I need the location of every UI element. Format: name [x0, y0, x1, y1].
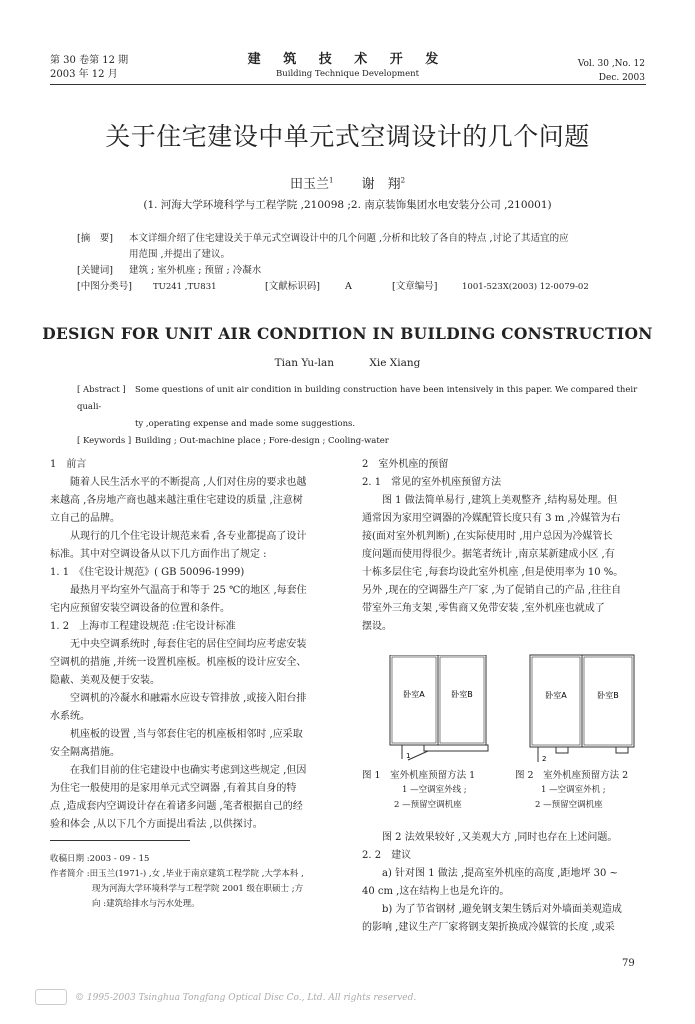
- section-heading: 2 室外机座的预留: [362, 459, 449, 470]
- right-column: [362, 456, 647, 636]
- header-rule: [50, 84, 646, 85]
- doc-code-label: [文献标识码]: [265, 281, 320, 292]
- figure-2-room-a: [532, 657, 580, 745]
- keywords-en: Building ; Out-machine place ; Fore-design ; Cooling-water: [135, 436, 389, 446]
- paragraph: 标准。其中对空调设备从以下几方面作出了规定 :: [50, 549, 267, 560]
- figure-1-room-b: [440, 657, 484, 743]
- paragraph: 图 2 法效果较好 ,又美观大方 ,同时也存在上述问题。: [382, 832, 618, 843]
- classification: TU241 ,TU831: [153, 282, 217, 292]
- abstract-en-label: [ Abstract ]: [77, 385, 126, 395]
- abstract-text-cont: 用范围 ,并提出了建议。: [129, 249, 231, 260]
- abstract-cn: [77, 231, 647, 295]
- author-1: 田玉兰$^1$: [289, 176, 334, 192]
- subsection-heading: 2. 2 建议: [362, 850, 412, 861]
- figure-2-room-b-label: 卧室B: [597, 691, 619, 700]
- figure-1-legend-2: 2 —预留空调机座: [394, 800, 462, 810]
- paragraph: 在我们目前的住宅建设中也确实考虑到这些规定 ,但因: [70, 765, 307, 776]
- keywords-en-label: [ Keywords ]: [77, 436, 132, 446]
- authors: [0, 173, 695, 192]
- figure-1-diagram: [372, 655, 502, 765]
- paragraph: 的影响 ,建议生产厂家将钢支架折换成冷媒管的长度 ,或采: [362, 922, 615, 933]
- abstract-en: [77, 382, 647, 450]
- figure-2-legend-2: 2 —预留空调机座: [535, 800, 603, 810]
- issue-volume-en: Vol. 30 ,No. 12: [577, 59, 645, 69]
- figure-2-diagram: [520, 652, 650, 765]
- abstract-text: 本文详细介绍了住宅建设关于单元式空调设计中的几个问题 ,分析和比较了各自的特点 ,讨论了其适宜的应: [129, 233, 569, 244]
- figure-2-caption: [515, 768, 655, 813]
- affiliation: (1. 河海大学环境科学与工程学院 ,210098 ;2. 南京装饰集团水电安装分公司 ,210001): [143, 199, 552, 211]
- figure-2-label-2: 2: [542, 755, 547, 763]
- paragraph: 从现行的几个住宅设计规范来看 ,各专业都提高了设计: [70, 531, 307, 542]
- abstract-en-text-cont: ty ,operating expense and made some suggestions.: [135, 419, 356, 429]
- paragraph: 隐蔽、美观及便于安装。: [50, 675, 160, 686]
- paragraph: 机座板的设置 ,当与邻套住宅的机座板相邻时 ,应采取: [70, 729, 303, 740]
- figure-1-room-a: [392, 657, 436, 743]
- figure-2-legend-1: 1 —空调室外机 ;: [541, 785, 606, 795]
- paragraph: 通常因为家用空调器的冷媒配管长度只有 3 m ,冷媒管为右: [362, 513, 621, 524]
- subsection-heading: 1. 1 《住宅设计规范》( GB 50096-1999): [50, 567, 245, 578]
- paper-title: 关于住宅建设中单元式空调设计的几个问题: [105, 122, 590, 151]
- paragraph: 来越高 ,各房地产商也越来越注重住宅建设的质量 ,注意树: [50, 495, 303, 506]
- logo-icon: [35, 989, 67, 1005]
- paragraph: 最热月平均室外气温高于和等于 25 ℃的地区 ,每套住: [70, 585, 307, 596]
- received-date: 收稿日期 :2003 - 09 - 15: [50, 854, 150, 864]
- figure-1-legend-1: 1 —空调室外线 ;: [402, 785, 467, 795]
- author-2: 谢 翔$^2$: [361, 176, 406, 192]
- english-author-2: Xie Xiang: [369, 357, 421, 369]
- doc-code: A: [345, 281, 352, 292]
- subsection-heading: 1. 2 上海市工程建设规范 :住宅设计标准: [50, 621, 236, 632]
- journal-title-en: Building Technique Development: [276, 69, 419, 79]
- article-no-label: [文章编号]: [392, 281, 438, 292]
- paragraph: 随着人民生活水平的不断提高 ,人们对住房的要求也越: [70, 477, 307, 488]
- author-bio-cont: 向 :建筑给排水与污水处理。: [92, 899, 200, 909]
- paragraph: 十栋多层住宅 ,每套均设此室外机座 ,但是使用率为 10 %。: [362, 567, 624, 578]
- journal-title-cn: 建 筑 技 术 开 发: [247, 52, 448, 67]
- paragraph: 图 1 做法简单易行 ,建筑上美观整齐 ,结构易处理。但: [382, 495, 618, 506]
- author-bio: 作者简介 :田玉兰(1971-) ,女 ,毕业于南京建筑工程学院 ,大学本科 ,: [50, 869, 304, 879]
- figure-2-title: 图 2 室外机座预留方法 2: [515, 770, 629, 781]
- paragraph: 验和体会 ,从以下几个方面提出看法 ,以供探讨。: [50, 819, 263, 830]
- paragraph: 带室外三角支架 ,零售商又免带安装 ,室外机座也就成了: [362, 603, 605, 614]
- author-bio-cont: 现为河海大学环境科学与工程学院 2001 级在职硕士 ;方: [92, 884, 304, 894]
- abstract-en-text: Some questions of unit air condition in building construction have been intensively in this paper. We compared their quali-: [77, 385, 638, 412]
- figure-2-room-b: [584, 657, 632, 745]
- issue-date-en: Dec. 2003: [598, 73, 645, 83]
- paragraph: 立自己的品牌。: [50, 513, 120, 524]
- paragraph: 宅内应预留安装空调设备的位置和条件。: [50, 603, 230, 614]
- paragraph: 无中央空调系统时 ,每套住宅的居住空间均应考虑安装: [70, 639, 307, 650]
- copyright: © 1995-2003 Tsinghua Tongfang Optical Disc Co., Ltd. All rights reserved.: [75, 993, 417, 1003]
- figure-1-machine-seat: [424, 745, 488, 751]
- abstract-label: [摘 要]: [77, 233, 113, 244]
- paragraph: a) 针对图 1 做法 ,提高室外机座的高度 ,距地坪 30 ~: [382, 868, 618, 879]
- english-authors: [0, 357, 695, 369]
- issue-volume: 第 30 卷第 12 期: [50, 55, 129, 66]
- right-column-cont: [362, 829, 647, 937]
- keywords-label: [关键词]: [77, 265, 113, 276]
- paragraph: 40 cm ,这在结构上也是允许的。: [362, 886, 510, 897]
- paragraph: 点 ,造成套内空调设计存在着诸多问题 ,笔者根据自己的经: [50, 801, 303, 812]
- figure-1-title: 图 1 室外机座预留方法 1: [362, 770, 476, 781]
- issue-date: 2003 年 12 月: [50, 69, 118, 80]
- figure-2-room-a-label: 卧室A: [545, 691, 567, 700]
- section-heading: 1 前言: [50, 459, 87, 470]
- paragraph: 空调机的冷凝水和融霜水应设专管排放 ,或接入阳台排: [70, 693, 307, 704]
- article-no: 1001-523X(2003) 12-0079-02: [462, 282, 589, 292]
- left-column: [50, 456, 340, 834]
- paragraph: 安全隔离措施。: [50, 747, 120, 758]
- paragraph: 摆设。: [362, 621, 392, 632]
- classification-label: [中图分类号]: [77, 281, 132, 292]
- figure-1-room-a-label: 卧室A: [403, 690, 425, 699]
- figure-1-leader-2: [408, 751, 428, 760]
- paragraph: 另外 ,现在的空调器生产厂家 ,为了促销自己的产品 ,往往自: [362, 585, 622, 596]
- paragraph: 度问题而使用得很少。据笔者统计 ,南京某新建成小区 ,有: [362, 549, 615, 560]
- paragraph: b) 为了节省钢材 ,避免钢支架生锈后对外墙面美观造成: [382, 904, 622, 915]
- journal-issue-en: [578, 57, 645, 85]
- paragraph: 为住宅一般使用的是家用单元式空调器 ,有着其自身的特: [50, 783, 297, 794]
- paragraph: 接(面对室外机判断) ,在实际使用时 ,用户总因为冷媒管长: [362, 531, 613, 542]
- footnote: [50, 852, 340, 912]
- english-author-1: Tian Yu-lan: [274, 357, 335, 369]
- figure-2-seat-a: [556, 747, 568, 753]
- figure-1-label-1: 1: [406, 752, 411, 760]
- subsection-heading: 2. 1 常见的室外机座预留方法: [362, 477, 502, 488]
- figure-2-seat-b: [616, 747, 628, 753]
- english-title: DESIGN FOR UNIT AIR CONDITION IN BUILDING CONSTRUCTION: [42, 324, 653, 343]
- paragraph: 水系统。: [50, 711, 90, 722]
- figure-1-room-b-label: 卧室B: [451, 690, 473, 699]
- figure-1-caption: [362, 768, 507, 813]
- page-number: 79: [622, 958, 635, 969]
- paragraph: 空调机的措施 ,并统一设置机座板。机座板的设计应安全、: [50, 657, 307, 668]
- footnote-rule: [50, 840, 190, 841]
- keywords: 建筑 ; 室外机座 ; 预留 ; 冷凝水: [129, 265, 262, 276]
